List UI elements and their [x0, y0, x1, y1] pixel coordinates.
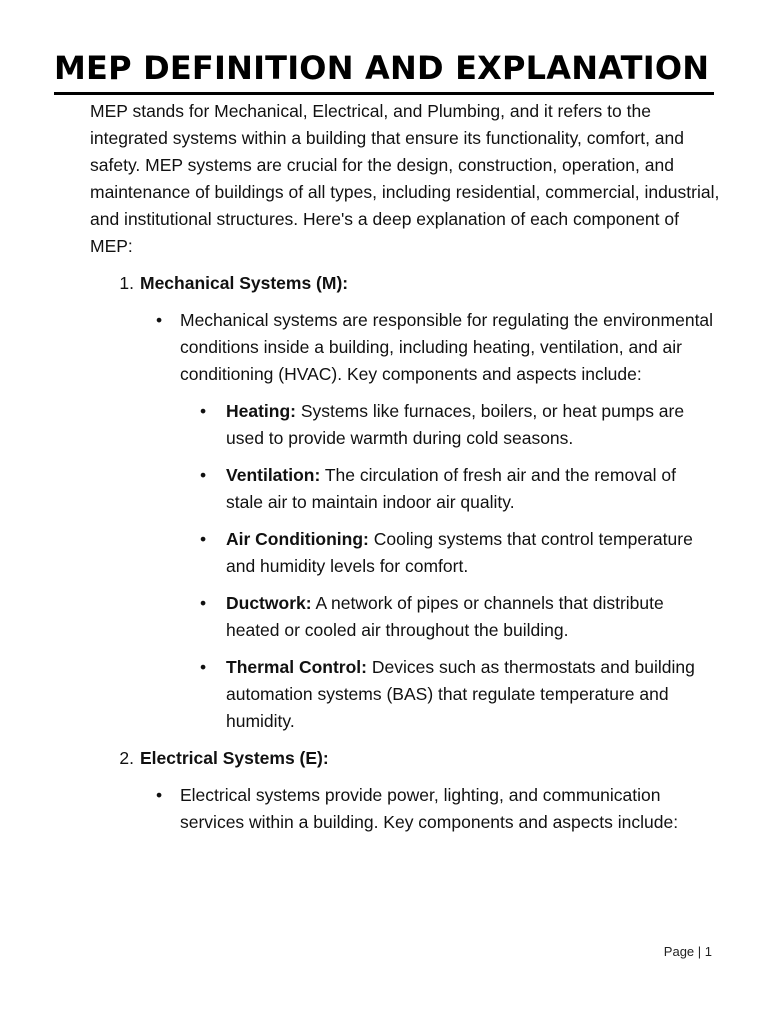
- list-item-term: Air Conditioning:: [226, 529, 369, 549]
- section-heading-mechanical: [90, 270, 720, 297]
- list-item-thermal-control: [90, 654, 720, 735]
- bullet-icon: •: [200, 657, 207, 677]
- list-item-text: Devices such as thermostats and building automation systems (BAS) that regulate temperature and humidity.: [226, 657, 695, 731]
- list-item-term: Ventilation:: [226, 465, 321, 485]
- page-title: MEP DEFINITION AND EXPLANATION: [54, 49, 710, 87]
- section-title: Electrical Systems (E):: [140, 748, 329, 768]
- section-number: 2.: [119, 748, 134, 768]
- section-description: Mechanical systems are responsible for regulating the environmental conditions inside a building, including heating, ventilation, and air conditioning (HVAC). Key components and aspects include:: [180, 310, 714, 384]
- list-item-text: A network of pipes or channels that distribute heated or cooled air throughout the building.: [226, 593, 664, 640]
- list-item-term: Ductwork:: [226, 593, 312, 613]
- section-heading-electrical: [90, 745, 720, 772]
- section-description: Electrical systems provide power, lighting, and communication services within a building. Key components and aspects include:: [180, 785, 679, 832]
- section-description-electrical: [90, 782, 720, 836]
- section-description-mechanical: [90, 307, 720, 388]
- bullet-icon: •: [200, 593, 207, 613]
- page-number: Page | 1: [663, 944, 712, 959]
- intro-paragraph: MEP stands for Mechanical, Electrical, and Plumbing, and it refers to the integrated systems within a building that ensure its functionality, comfort, and safety. MEP systems are crucial for the design, construction, operation, and maintenance of buildings of all types, including residential, commercial, industrial, and institutional structures. Here's a deep explanation of each component of MEP:: [90, 101, 720, 256]
- section-title: Mechanical Systems (M):: [140, 273, 349, 293]
- list-item-term: Heating:: [226, 401, 296, 421]
- title-underline: [54, 92, 714, 95]
- section-number: 1.: [119, 273, 134, 293]
- list-item-text: The circulation of fresh air and the removal of stale air to maintain indoor air quality.: [226, 465, 677, 512]
- bullet-icon: •: [200, 401, 207, 421]
- bullet-icon: •: [200, 465, 207, 485]
- list-item-air-conditioning: [90, 526, 720, 580]
- list-item-text: Systems like furnaces, boilers, or heat pumps are used to provide warmth during cold seasons.: [226, 401, 685, 448]
- list-item-ductwork: [90, 590, 720, 644]
- bullet-icon: •: [156, 310, 163, 330]
- document-body: [90, 98, 720, 846]
- bullet-icon: •: [156, 785, 163, 805]
- list-item-term: Thermal Control:: [226, 657, 367, 677]
- list-item-text: Cooling systems that control temperature and humidity levels for comfort.: [226, 529, 693, 576]
- bullet-icon: •: [200, 529, 207, 549]
- list-item-heating: [90, 398, 720, 452]
- list-item-ventilation: [90, 462, 720, 516]
